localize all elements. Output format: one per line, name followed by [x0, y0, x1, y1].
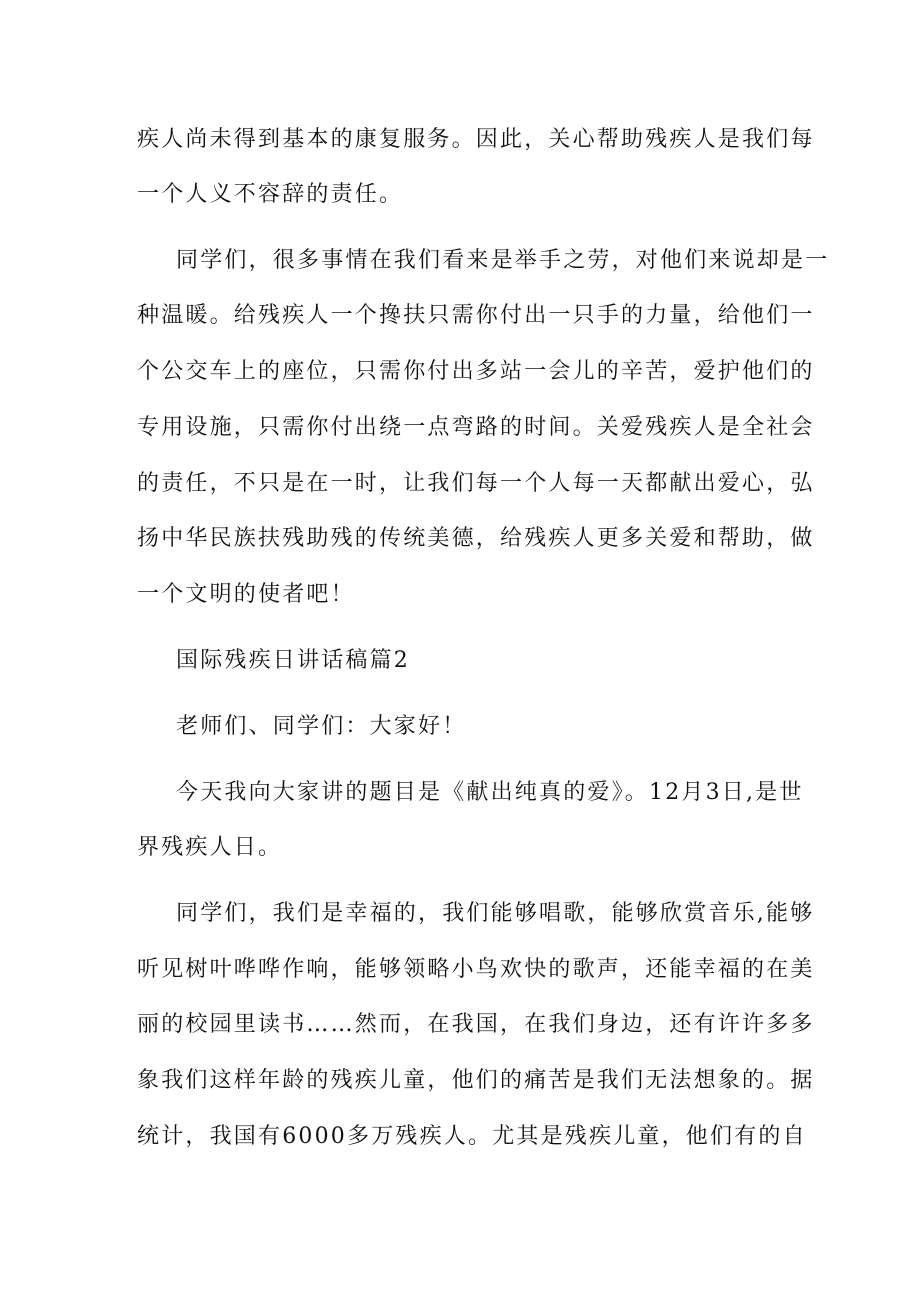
text-line: 疾人尚未得到基本的康复服务。因此，关心帮助残疾人是我们每	[137, 127, 815, 152]
paragraph-start-line: 同学们，很多事情在我们看来是举手之劳，对他们来说却是一	[176, 248, 830, 273]
text-line: 的责任，不只是在一时，让我们每一个人每一天都献出爱心，弘	[137, 471, 815, 496]
greeting-line: 老师们、同学们：大家好！	[176, 714, 467, 739]
paragraph-start-line: 今天我向大家讲的题目是《献出纯真的爱》。12月3日,是世	[176, 780, 804, 805]
text-line: 统计，我国有6000多万残疾人。尤其是残疾儿童，他们有的自	[137, 1124, 807, 1149]
text-line: 一个文明的使者吧！	[137, 582, 355, 607]
text-line: 界残疾人日。	[137, 835, 283, 860]
text-line: 扬中华民族扶残助残的传统美德，给残疾人更多关爱和帮助，做	[137, 526, 815, 551]
text-line: 种温暖。给残疾人一个搀扶只需你付出一只手的力量，给他们一	[137, 303, 815, 328]
text-line: 丽的校园里读书……然而，在我国，在我们身边，还有许许多多	[137, 1012, 815, 1037]
section-heading: 国际残疾日讲话稿篇2	[176, 648, 410, 673]
text-line: 听见树叶哗哗作响，能够领略小鸟欢快的歌声，还能幸福的在美	[137, 957, 815, 982]
text-line: 象我们这样年龄的残疾儿童，他们的痛苦是我们无法想象的。据	[137, 1068, 815, 1093]
text-line: 专用设施，只需你付出绕一点弯路的时间。关爱残疾人是全社会	[137, 415, 815, 440]
text-line: 个公交车上的座位，只需你付出多站一会儿的辛苦，爱护他们的	[137, 359, 815, 384]
text-line: 一个人义不容辞的责任。	[137, 182, 404, 207]
paragraph-start-line: 同学们，我们是幸福的，我们能够唱歌，能够欣赏音乐,能够	[176, 901, 815, 926]
